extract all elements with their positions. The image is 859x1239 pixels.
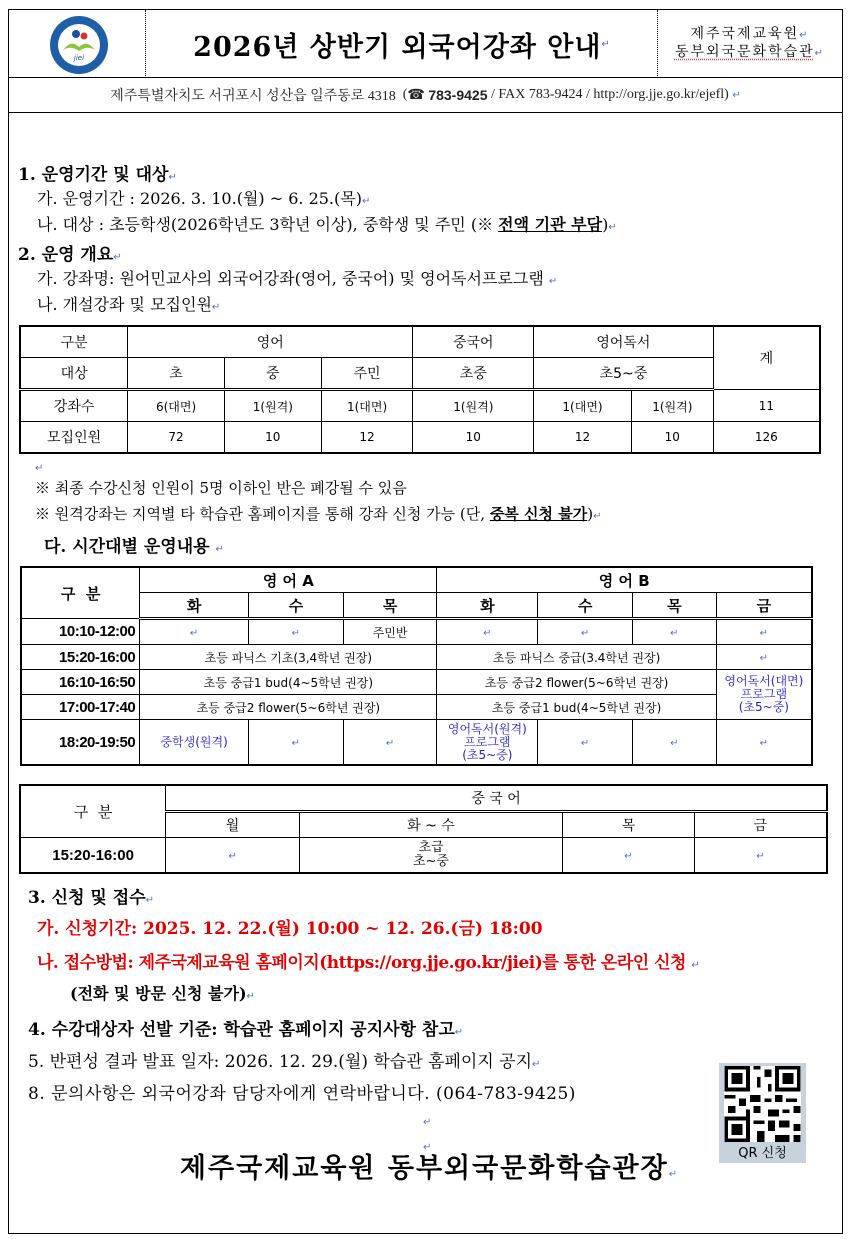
day-header: 금 — [694, 812, 827, 838]
no-duplicate-note: 중복 신청 불가 — [489, 505, 588, 523]
class-cell: 초등 파닉스 중급(3.4학년 권장) — [437, 645, 716, 670]
class-cell-middle-school-remote: 중학생(원격) — [140, 720, 249, 766]
logo-cell — [9, 10, 146, 78]
course-name: 가. 강좌명: 원어민교사의 외국어강좌(영어, 중국어) 및 영어독서프로그램 ↵ — [37, 269, 558, 288]
header-cell: 대상 — [20, 358, 128, 390]
section4: 4. 수강대상자 선발 기준: 학습관 홈페이지 공지사항 참고↵ — [28, 1020, 464, 1040]
day-header: 화 — [437, 593, 538, 619]
count-cell: 1(원격) — [631, 390, 713, 422]
fully-funded-note: 전액 기관 부담 — [498, 215, 603, 234]
day-header: 목 — [632, 593, 716, 619]
section5: 5. 반편성 결과 발표 일자: 2026. 12. 29.(월) 학습관 홈페이지 공지↵ — [28, 1052, 541, 1072]
phone-icon: ☎ — [407, 87, 425, 103]
svg-text:jiei: jiei — [73, 54, 85, 62]
application-method: 나. 접수방법: 제주국제교육원 홈페이지(https://org.jje.go.kr/jiei)를 통한 온라인 신청 ↵ — [37, 953, 700, 973]
group-english: 영어 — [128, 326, 413, 358]
enroll-cell: 10 — [224, 422, 321, 454]
enroll-cell: 72 — [128, 422, 225, 454]
chinese-schedule-table: 구 분 중 국 어 월 화 ~ 수 목 금 15:20-16:00 ↵ 초급 초~중 ↵ ↵ — [19, 784, 828, 874]
group-english-a: 영 어 A — [140, 567, 437, 593]
count-cell: 6(대면) — [128, 390, 225, 422]
section2-heading: 2. 운영 개요↵ — [18, 245, 122, 265]
reading-program-in-person: 영어독서(대면) 프로그램 (초5~중) — [716, 670, 812, 720]
qr-code-icon — [724, 1066, 801, 1142]
org-line-2: 동부외국문화학습관 — [674, 44, 815, 60]
group-total: 계 — [713, 326, 820, 390]
section1-heading: 1. 운영기간 및 대상↵ — [18, 165, 177, 185]
cancellation-note: ※ 최종 수강신청 인원이 5명 이하인 반은 폐강될 수 있음 — [35, 479, 407, 497]
class-cell: 초등 중급2 flower(5~6학년 권장) — [437, 670, 716, 695]
qr-label: QR 신청 — [738, 1146, 787, 1161]
day-header: 화 — [140, 593, 249, 619]
class-cell: 주민반 — [343, 619, 437, 645]
title-cell: 2026년 상반기 외국어강좌 안내 ↵ — [146, 10, 658, 78]
org-line-1: 제주국제교육원 — [690, 26, 800, 42]
time-slot: 17:00-17:40 — [21, 695, 140, 720]
target-cell: 초5~중 — [534, 358, 714, 390]
group-chinese: 중국어 — [413, 326, 534, 358]
group-english-b: 영 어 B — [437, 567, 812, 593]
count-total: 11 — [713, 390, 820, 422]
reading-program-remote: 영어독서(원격) 프로그램 (초5~중) — [437, 720, 538, 766]
target-cell: 초 — [128, 358, 225, 390]
day-header: 수 — [248, 593, 343, 619]
signature: 제주국제교육원 동부외국문화학습관장↵ — [179, 1153, 680, 1184]
group-reading: 영어독서 — [534, 326, 714, 358]
phone-number: 783-9425 — [428, 87, 488, 103]
time-slot: 18:20-19:50 — [21, 720, 140, 766]
target-cell: 초중 — [413, 358, 534, 390]
day-header: 월 — [166, 812, 300, 838]
page-title: 2026년 상반기 외국어강좌 안내 — [193, 31, 602, 63]
enroll-cell: 12 — [321, 422, 413, 454]
class-cell: 초등 중급2 flower(5~6학년 권장) — [140, 695, 437, 720]
count-cell: 1(대면) — [534, 390, 632, 422]
remote-course-note: ※ 원격강좌는 지역별 타 학습관 홈페이지를 통해 강좌 신청 가능 (단, 중복 신청 불가)↵ — [35, 505, 602, 523]
target-audience: 나. 대상 : 초등학생(2026학년도 3학년 이상), 중학생 및 주민 (※ 전액 기관 부담)↵ — [37, 215, 617, 234]
enroll-cell: 12 — [534, 422, 632, 454]
section8: 8. 문의사항은 외국어강좌 담당자에게 연락바랍니다. (064-783-9425) — [28, 1084, 576, 1104]
class-cell: 초급 초~중 — [299, 838, 562, 874]
day-header: 목 — [343, 593, 437, 619]
document-header — [8, 9, 843, 78]
header-cell: 강좌수 — [20, 390, 128, 422]
group-chinese: 중 국 어 — [166, 785, 827, 812]
target-cell: 중 — [224, 358, 321, 390]
day-header: 금 — [716, 593, 812, 619]
org-name: 제주국제교육원↵ 동부외국문화학습관↵ — [674, 26, 826, 60]
enroll-total: 126 — [713, 422, 820, 454]
schedule-heading: 다. 시간대별 운영내용 ↵ — [44, 537, 224, 557]
jiei-logo-icon — [49, 15, 109, 75]
time-slot: 16:10-16:50 — [21, 670, 140, 695]
header-cell: 모집인원 — [20, 422, 128, 454]
time-slot: 15:20-16:00 — [21, 645, 140, 670]
target-cell: 주민 — [321, 358, 413, 390]
application-period: 가. 신청기간: 2025. 12. 22.(월) 10:00 ~ 12. 26.(금) 18:00 — [37, 919, 543, 939]
class-cell: 초등 파닉스 기초(3,4학년 권장) — [140, 645, 437, 670]
enroll-cell: 10 — [413, 422, 534, 454]
address: 제주특별자치도 서귀포시 성산읍 일주동로 4318 — [110, 89, 396, 104]
count-cell: 1(대면) — [321, 390, 413, 422]
section3-heading: 3. 신청 및 접수↵ — [28, 888, 155, 908]
course-summary-table — [19, 325, 821, 454]
count-cell: 1(원격) — [224, 390, 321, 422]
class-cell: 초등 중급1 bud(4~5학년 권장) — [140, 670, 437, 695]
schedule-label: 구 분 — [20, 785, 166, 838]
operation-period: 가. 운영기간 : 2026. 3. 10.(월) ~ 6. 25.(목)↵ — [37, 189, 371, 208]
schedule-label: 구 분 — [21, 567, 140, 619]
count-cell: 1(원격) — [413, 390, 534, 422]
day-header: 수 — [538, 593, 633, 619]
schedule-table: 구 분 영 어 A 영 어 B 화 수 목 화 수 목 금 10:10-12:00 ↵ ↵ 주민반 ↵ ↵ ↵ ↵ 15:20-16:00 초등 파닉스 기초(3,4학년 권장) 초등 파닉스 중급(3.4학년 권장) ↵ 16:10-16:50 초등 중급1 bud(4~5학년 권장) 초등 중급2 flower(5~6학년 권장) 영어독서(대면) 프로그램 (초5~중) 17:00-17:40 초등 중급2 flower(5~6학년 권장) 초등 중급1 bud(4~5학년 권장) 18:20-19:50 중학생(원격) ↵ ↵ 영어독서(원격) 프로그램 (초5~중) ↵ ↵ ↵ — [20, 566, 813, 766]
address-bar: 제주특별자치도 서귀포시 성산읍 일주동로 4318 ( ☎ 783-9425 / FAX 783-9424 / http://org.jje.go.kr/ejefl) ↵ — [8, 77, 843, 113]
open-courses-heading: 나. 개설강좌 및 모집인원↵ — [37, 295, 221, 314]
class-cell: 초등 중급1 bud(4~5학년 권장) — [437, 695, 716, 720]
enroll-cell: 10 — [631, 422, 713, 454]
fax-and-url: / FAX 783-9424 / http://org.jje.go.kr/ejefl) — [491, 87, 729, 102]
day-header: 화 ~ 수 — [299, 812, 562, 838]
application-note: (전화 및 방문 신청 불가)↵ — [70, 984, 255, 1003]
header-cell: 구분 — [20, 326, 128, 358]
day-header: 목 — [563, 812, 695, 838]
time-slot: 15:20-16:00 — [20, 838, 166, 874]
time-slot: 10:10-12:00 — [21, 619, 140, 645]
